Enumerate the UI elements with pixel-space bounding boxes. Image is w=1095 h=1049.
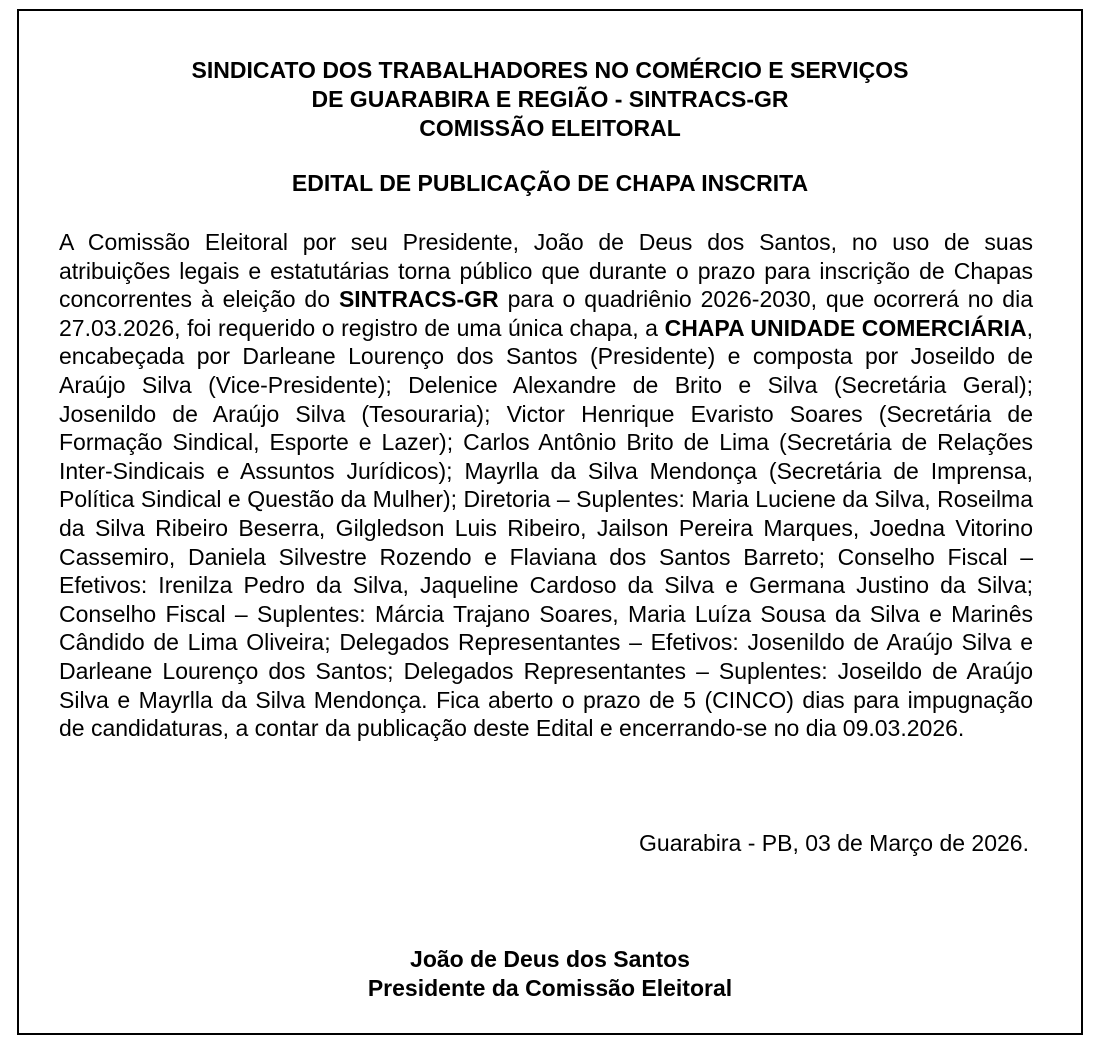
signatory-role: Presidente da Comissão Eleitoral — [367, 975, 733, 1001]
body-text-part-3: , encabeçada por Darleane Lourenço dos Santos (Presidente) e composta por Joseildo de Araújo Silva (Vice-Presidente); Delenice Alexandre de Brito e Silva (Secretária Geral); Josenildo de Araújo Silva (Tesouraria); Victor Henrique Evaristo Soares (Secretária de Formação Sindical, Esporte e Lazer); Carlos Antônio Brito de Lima (Secretária de Relações Inter-Sindicais e Assuntos Jurídicos); Mayrlla da Silva Mendonça (Secretária de Imprensa, Política Sindical e Questão da Mulher); Diretoria – Suplentes: Maria Luciene da Silva, Roseilma da Silva Ribeiro Beserra, Gilgledson Luis Ribeiro, Jailson Pereira Marques, Joedna Vitorino Cassemiro, Daniela Silvestre Rozendo e Flaviana dos Santos Barreto; Conselho Fiscal – Efetivos: Irenilza Pedro da Silva, Jaqueline Cardoso da Silva e Germana Justino da Silva; Conselho Fiscal – Suplentes: Márcia Trajano Soares, Maria Luíza Sousa da Silva e Marinês Cândido de Lima Oliveira; Delegados Representantes – Efetivos: Josenildo de Araújo Silva e Darleane Lourenço dos Santos; Delegados Representantes – Suplentes: Joseildo de Araújo Silva e Mayrlla da Silva Mendonça. Fica aberto o prazo de 5 (CINCO) dias para impugnação de candidaturas, a contar da publicação deste Edital e encerrando-se no dia 09.03.2026. — [59, 314, 1033, 742]
document-header — [19, 56, 1081, 143]
edital-title: EDITAL DE PUBLICAÇÃO DE CHAPA INSCRITA — [291, 170, 809, 196]
body-text-part-1: A Comissão Eleitoral por seu Presidente, João de Deus dos Santos, no uso de suas atribuições legais e estatutárias torna público que durante o prazo para inscrição de Chapas concorrentes à eleição do — [59, 229, 1033, 313]
union-name-line-2: DE GUARABIRA E REGIÃO - SINTRACS-GR — [311, 86, 789, 112]
commission-name: COMISSÃO ELEITORAL — [419, 115, 681, 141]
edital-body — [59, 228, 1033, 743]
place-and-date: Guarabira - PB, 03 de Março de 2026. — [639, 830, 1029, 856]
body-bold-union-acronym: SINTRACS-GR — [338, 286, 499, 313]
body-text-part-2: para o quadriênio 2026-2030, que ocorrerá no dia 27.03.2026, foi requerido o registro de uma única chapa, a — [59, 286, 1034, 341]
body-bold-slate-name: CHAPA UNIDADE COMERCIÁRIA — [664, 314, 1027, 341]
signatory-name: João de Deus dos Santos — [410, 946, 690, 972]
union-name-line-1: SINDICATO DOS TRABALHADORES NO COMÉRCIO E SERVIÇOS — [191, 57, 909, 83]
signature-block — [19, 945, 1081, 1003]
document-frame — [17, 9, 1083, 1035]
